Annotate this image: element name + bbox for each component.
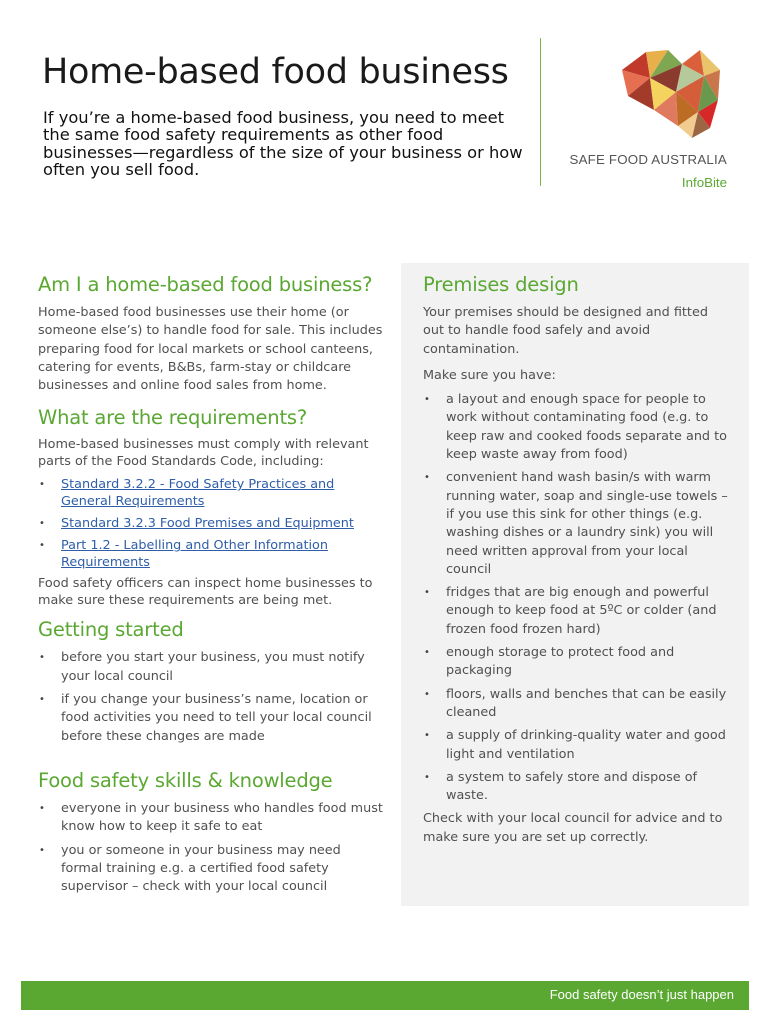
list-item	[38, 800, 386, 837]
bullet: •	[39, 479, 45, 491]
section-text-requirements: Home-based businesses must comply with relevant parts of the Food Standards Code, including:	[38, 437, 369, 469]
skills-list	[38, 800, 386, 896]
bullet: •	[39, 802, 45, 814]
list-item-text: a system to safely store and dispose of waste.	[446, 769, 698, 804]
list-item	[38, 691, 386, 746]
footer-tagline: Food safety doesn’t just happen	[549, 987, 734, 1002]
section-text-inspections: Food safety officers can inspect home businesses to make sure these requirements are being met.	[38, 576, 373, 609]
bullet: •	[424, 647, 430, 659]
page-title: Home-based food business	[42, 52, 509, 92]
header-divider	[540, 38, 541, 186]
list-item-text: a layout and enough space for people to work without contaminating food (e.g. to keep raw and cooked foods separate and to keep waste away from food)	[446, 392, 727, 463]
list-item-text: before you start your business, you must notify your local council	[61, 650, 365, 684]
section-heading-home-based: Am I a home-based food business?	[38, 273, 373, 296]
list-item	[423, 769, 728, 806]
bullet: •	[39, 518, 45, 530]
list-item-text: enough storage to protect food and packaging	[446, 645, 675, 679]
list-item-text: if you change your business’s name, location or food activities you need to tell your local council before these changes are made	[61, 692, 372, 744]
org-name: SAFE FOOD AUSTRALIA	[569, 152, 727, 167]
section-heading-skills: Food safety skills & knowledge	[38, 768, 333, 792]
list-item	[423, 391, 728, 464]
list-item	[38, 515, 386, 532]
list-item-text: fridges that are big enough and powerful enough to keep food at 5ºC or colder (and frozen food frozen hard)	[446, 585, 717, 637]
section-text-closing: Check with your local council for advice and to make sure you are set up correctly.	[423, 811, 723, 845]
bullet: •	[424, 472, 430, 484]
premises-list	[423, 391, 728, 805]
section-text-home-based: Home-based food businesses use their home (or someone else’s) to handle food for sale. This includes preparing food for local markets or school canteens, catering for events, B&Bs, farm-stay or childcare businesses and online food sales from home.	[38, 305, 383, 394]
right-column	[423, 272, 728, 851]
list-item	[38, 842, 386, 897]
bullet: •	[39, 652, 45, 664]
bullet: •	[39, 844, 45, 856]
list-item	[423, 584, 728, 639]
list-item	[423, 469, 728, 579]
list-item	[423, 686, 728, 723]
bullet: •	[424, 587, 430, 599]
bullet: •	[39, 540, 45, 552]
getting-started-list	[38, 649, 386, 745]
section-text-premises: Your premises should be designed and fitted out to handle food safely and avoid contamination.	[423, 305, 708, 357]
section-heading-getting-started: Getting started	[38, 618, 184, 642]
intro-paragraph: If you’re a home-based food business, you need to meet the same food safety requirements as other food businesses—regardless of the size of your business or how often you sell food.	[43, 108, 523, 180]
bullet: •	[39, 694, 45, 706]
section-heading-requirements: What are the requirements?	[38, 406, 307, 430]
list-item-text: floors, walls and benches that can be easily cleaned	[446, 686, 727, 720]
list-item	[423, 727, 728, 764]
list-item-text: you or someone in your business may need formal training e.g. a certified food safety supervisor – check with your local council	[61, 842, 341, 895]
bullet: •	[424, 730, 430, 742]
section-heading-premises: Premises design	[423, 273, 579, 296]
link-standard-3-2-2[interactable]: Standard 3.2.2 - Food Safety Practices and General Requirements	[61, 477, 335, 510]
list-item	[38, 476, 386, 510]
section-text-make-sure: Make sure you have:	[423, 367, 556, 383]
bullet: •	[424, 394, 430, 406]
list-item	[38, 537, 386, 571]
left-column	[38, 272, 386, 901]
link-part-1-2[interactable]: Part 1.2 - Labelling and Other Information Requirements	[61, 538, 328, 571]
list-item-text: convenient hand wash basin/s with warm running water, soap and single-use towels – if you use this sink for other things (e.g. washing dishes or a laundry sink) you will need written approval from your local council	[446, 470, 728, 577]
footer-bar	[21, 981, 749, 1010]
list-item-text: everyone in your business who handles food must know how to keep it safe to eat	[61, 800, 383, 835]
list-item	[38, 649, 386, 686]
bullet: •	[424, 688, 430, 700]
requirements-link-list	[38, 476, 386, 571]
list-item-text: a supply of drinking-quality water and good light and ventilation	[446, 728, 726, 762]
bullet: •	[424, 771, 430, 783]
link-standard-3-2-3[interactable]: Standard 3.2.3 Food Premises and Equipment	[61, 516, 354, 532]
org-subtitle: InfoBite	[681, 175, 727, 190]
food-map-of-australia-logo	[620, 48, 722, 140]
list-item	[423, 644, 728, 681]
